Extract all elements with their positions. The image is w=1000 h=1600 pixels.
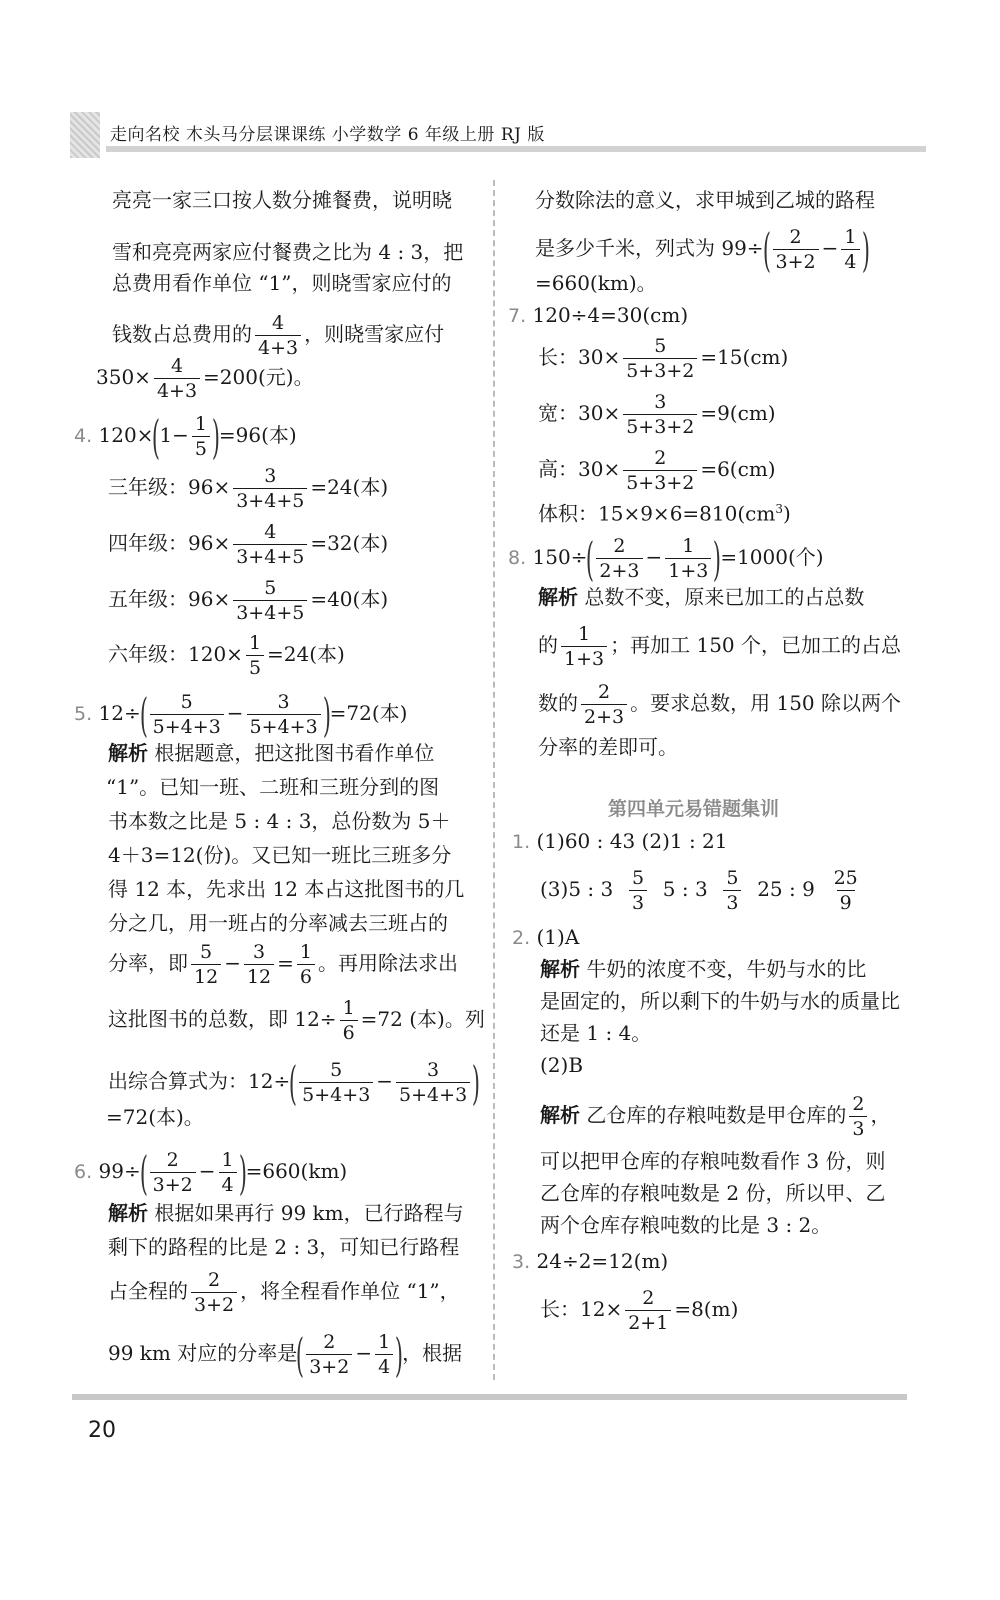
text: =9(cm) bbox=[700, 401, 776, 425]
fraction bbox=[306, 1330, 352, 1379]
text: =15(cm) bbox=[700, 345, 789, 369]
fraction bbox=[849, 1092, 867, 1141]
text: 根据如果再行 99 km，已行路程与 bbox=[154, 1201, 464, 1225]
denominator: 5+3+2 bbox=[623, 470, 697, 495]
fraction bbox=[623, 446, 697, 495]
paren-open: ( bbox=[586, 531, 595, 586]
text-line: =72(本)。 bbox=[106, 1105, 204, 1129]
question-number: 2. bbox=[512, 927, 531, 949]
text-line bbox=[108, 464, 388, 513]
denominator: 4+3 bbox=[154, 378, 200, 403]
text: 24÷2=12(m) bbox=[536, 1249, 669, 1273]
text: =72(本) bbox=[329, 701, 408, 725]
denominator: 2+3 bbox=[596, 558, 642, 583]
text-line bbox=[108, 631, 345, 680]
text: 六年级：120× bbox=[108, 642, 243, 666]
denominator: 5+4+3 bbox=[299, 1082, 373, 1107]
denominator: 3+2 bbox=[191, 1292, 237, 1317]
text: =40(本) bbox=[310, 587, 389, 611]
text: 这批图书的总数，即 12÷ bbox=[108, 1007, 337, 1031]
numerator: 2 bbox=[208, 1269, 221, 1291]
numerator: 3 bbox=[277, 691, 290, 713]
text: = bbox=[277, 951, 294, 975]
text: − bbox=[226, 701, 244, 725]
text-line: 是固定的，所以剩下的牛奶与水的质量比 bbox=[540, 989, 900, 1013]
text: =200(元)。 bbox=[203, 365, 314, 389]
paren-close: ) bbox=[861, 222, 870, 277]
denominator: 3+4+5 bbox=[233, 488, 307, 513]
fraction bbox=[233, 520, 307, 569]
text: =6(cm) bbox=[700, 457, 776, 481]
denominator: 5 bbox=[192, 436, 210, 461]
text-line bbox=[108, 1198, 464, 1228]
fraction bbox=[233, 576, 307, 625]
numerator: 5 bbox=[631, 867, 645, 889]
denominator: 4 bbox=[219, 1172, 237, 1197]
text: (3)5 : 3 bbox=[540, 877, 614, 901]
text: 长：12× bbox=[540, 1297, 623, 1321]
text-line bbox=[535, 222, 870, 277]
numerator: 2 bbox=[166, 1149, 179, 1171]
text: 乙仓库的存粮吨数是甲仓库的 bbox=[586, 1103, 847, 1127]
question-5 bbox=[74, 687, 408, 742]
text: ；再加工 150 个，已加工的占总 bbox=[610, 633, 901, 657]
text-line: 分之几，用一班占的分率减去三班占的 bbox=[108, 911, 448, 935]
fraction bbox=[665, 534, 711, 583]
numerator: 3 bbox=[253, 941, 266, 963]
denominator: 2+3 bbox=[581, 704, 627, 729]
text: − bbox=[224, 951, 241, 975]
paren-open: ( bbox=[289, 1055, 298, 1110]
fraction bbox=[773, 225, 819, 274]
denominator: 12 bbox=[191, 964, 221, 989]
text-line bbox=[112, 311, 444, 360]
text: 五年级：96× bbox=[108, 587, 231, 611]
numerator: 1 bbox=[578, 623, 591, 645]
numerator: 1 bbox=[299, 941, 312, 963]
text: 根据题意，把这批图书看作单位 bbox=[154, 741, 435, 765]
numerator: 3 bbox=[427, 1059, 440, 1081]
text: 120÷4=30(cm) bbox=[532, 303, 689, 327]
text: =8(m) bbox=[674, 1297, 739, 1321]
section-question-3 bbox=[512, 1246, 668, 1277]
section-question-2 bbox=[512, 922, 579, 953]
fraction bbox=[247, 690, 321, 739]
text: 12÷ bbox=[98, 701, 141, 725]
numerator: 2 bbox=[654, 447, 667, 469]
numerator: 2 bbox=[852, 1093, 865, 1115]
denominator: 5+4+3 bbox=[247, 714, 321, 739]
denominator: 3+2 bbox=[150, 1172, 196, 1197]
text-line bbox=[540, 1286, 738, 1335]
numerator: 3 bbox=[654, 391, 667, 413]
numerator: 2 bbox=[789, 226, 802, 248]
text: 是多少千米，列式为 99÷ bbox=[535, 236, 764, 260]
text: 总数不变，原来已加工的占总数 bbox=[584, 585, 865, 609]
numerator: 5 bbox=[726, 867, 739, 889]
numerator: 1 bbox=[221, 1149, 234, 1171]
text: − bbox=[355, 1341, 373, 1365]
text-line: 亮亮一家三口按人数分摊餐费，说明晓 bbox=[112, 188, 452, 212]
denominator: 6 bbox=[340, 1020, 358, 1045]
numerator: 4 bbox=[264, 521, 277, 543]
text: ，则晓雪家应付 bbox=[304, 322, 445, 346]
text: =1000(个) bbox=[720, 545, 824, 569]
denominator: 5+3+2 bbox=[623, 358, 697, 383]
section-title: 第四单元易错题集训 bbox=[608, 798, 780, 820]
denominator: 3 bbox=[629, 890, 647, 915]
text: 99 km 对应的分率是 bbox=[108, 1341, 298, 1365]
numerator: 4 bbox=[272, 312, 285, 334]
paren-close: ) bbox=[211, 409, 220, 464]
paren-open: ( bbox=[296, 1327, 305, 1382]
analysis-label: 解析 bbox=[540, 1103, 580, 1127]
denominator: 4+3 bbox=[255, 335, 301, 360]
denominator: 1+3 bbox=[665, 558, 711, 583]
question-number: 1. bbox=[512, 831, 531, 853]
fraction bbox=[723, 866, 741, 915]
question-6 bbox=[74, 1145, 348, 1200]
text: =32(本) bbox=[310, 531, 389, 555]
question-number: 6. bbox=[74, 1161, 93, 1183]
fraction bbox=[244, 940, 274, 989]
denominator: 5+4+3 bbox=[150, 714, 224, 739]
text: 数的 bbox=[538, 691, 578, 715]
text-line bbox=[538, 446, 776, 495]
text-line bbox=[108, 996, 485, 1045]
text: 高：30× bbox=[538, 457, 621, 481]
question-number: 5. bbox=[74, 703, 93, 725]
analysis-label: 解析 bbox=[538, 585, 578, 609]
fraction bbox=[396, 1058, 470, 1107]
fraction bbox=[154, 354, 200, 403]
text: 宽：30× bbox=[538, 401, 621, 425]
numerator: 5 bbox=[200, 941, 213, 963]
denominator: 3 bbox=[849, 1116, 867, 1141]
paren-open: ( bbox=[762, 222, 771, 277]
text: =24(本) bbox=[267, 642, 345, 666]
denominator: 3+4+5 bbox=[233, 544, 307, 569]
fraction bbox=[299, 1058, 373, 1107]
question-number: 8. bbox=[508, 547, 527, 569]
denominator: 5 bbox=[246, 655, 264, 680]
text: 三年级：96× bbox=[108, 475, 231, 499]
text: 1− bbox=[159, 423, 189, 447]
denominator: 3+2 bbox=[773, 249, 819, 274]
fraction bbox=[219, 1148, 237, 1197]
numerator: 1 bbox=[342, 997, 355, 1019]
numerator: 2 bbox=[613, 535, 626, 557]
paren-close: ) bbox=[395, 1327, 404, 1382]
numerator: 1 bbox=[682, 535, 695, 557]
text-line: 分率的差即可。 bbox=[538, 735, 678, 759]
fraction bbox=[233, 464, 307, 513]
text-line: 书本数之比是 5 : 4 : 3，总份数为 5＋ bbox=[108, 809, 451, 833]
numerator: 5 bbox=[180, 691, 193, 713]
text-line: 可以把甲仓库的存粮吨数看作 3 份，则 bbox=[540, 1149, 886, 1173]
text: 99÷ bbox=[98, 1159, 141, 1183]
text: 占全程的 bbox=[108, 1279, 188, 1303]
section-question-1 bbox=[512, 826, 728, 857]
text-line bbox=[108, 738, 434, 768]
text-line: 乙仓库的存粮吨数是 2 份，所以甲、乙 bbox=[540, 1181, 886, 1205]
text: 牛奶的浓度不变，牛奶与水的比 bbox=[586, 957, 867, 981]
text: 25 : 9 bbox=[757, 877, 815, 901]
text-line bbox=[108, 1327, 463, 1382]
fraction bbox=[150, 690, 224, 739]
numerator: 5 bbox=[330, 1059, 343, 1081]
fraction bbox=[581, 680, 627, 729]
text-line bbox=[538, 680, 901, 729]
text-line bbox=[108, 1055, 481, 1110]
paren-open: ( bbox=[152, 409, 161, 464]
text-line bbox=[108, 940, 458, 989]
text-line bbox=[538, 390, 776, 439]
paren-close: ) bbox=[322, 687, 331, 742]
fraction bbox=[191, 940, 221, 989]
numerator: 5 bbox=[654, 335, 667, 357]
fraction bbox=[623, 334, 697, 383]
fraction bbox=[629, 866, 647, 915]
text-line: (2)B bbox=[540, 1053, 584, 1077]
text-line bbox=[538, 622, 901, 671]
fraction bbox=[625, 1286, 671, 1335]
text: 体积：15×9×6=810(cm bbox=[538, 501, 776, 526]
numerator: 5 bbox=[264, 577, 277, 599]
text: =72 (本)。列 bbox=[360, 1007, 485, 1031]
fraction bbox=[561, 622, 607, 671]
paren-open: ( bbox=[139, 687, 148, 742]
text: (1)60 : 43 (2)1 : 21 bbox=[536, 829, 728, 853]
denominator: 12 bbox=[244, 964, 274, 989]
fraction bbox=[831, 866, 861, 915]
text: 四年级：96× bbox=[108, 531, 231, 555]
text-line bbox=[538, 582, 864, 612]
denominator: 4 bbox=[841, 249, 859, 274]
numerator: 2 bbox=[642, 1287, 655, 1309]
text: =660(km) bbox=[245, 1159, 348, 1183]
header-decoration bbox=[70, 112, 100, 158]
text: ) bbox=[782, 501, 791, 526]
text: 。再用除法求出 bbox=[318, 951, 458, 975]
text: 。要求总数，用 150 除以两个 bbox=[630, 691, 901, 715]
text: − bbox=[821, 236, 839, 260]
denominator: 2+1 bbox=[625, 1310, 671, 1335]
denominator: 1+3 bbox=[561, 646, 607, 671]
text-line: 雪和亮亮两家应付餐费之比为 4 : 3，把 bbox=[112, 240, 464, 264]
text: 分率，即 bbox=[108, 951, 188, 975]
denominator: 3+2 bbox=[306, 1354, 352, 1379]
text: 长：30× bbox=[538, 345, 621, 369]
numerator: 2 bbox=[598, 681, 611, 703]
page-header bbox=[70, 112, 925, 158]
denominator: 4 bbox=[375, 1354, 393, 1379]
question-number: 3. bbox=[512, 1251, 531, 1273]
numerator: 1 bbox=[194, 413, 207, 435]
analysis-label: 解析 bbox=[540, 957, 580, 981]
numerator: 25 bbox=[833, 867, 858, 889]
denominator: 5+4+3 bbox=[396, 1082, 470, 1107]
denominator: 3+4+5 bbox=[233, 600, 307, 625]
paren-open: ( bbox=[139, 1145, 148, 1200]
text: ，根据 bbox=[402, 1341, 463, 1365]
numerator: 3 bbox=[264, 465, 277, 487]
denominator: 5+3+2 bbox=[623, 414, 697, 439]
fraction bbox=[191, 1268, 237, 1317]
text-line: 总费用看作单位 “1”，则晓雪家应付的 bbox=[112, 271, 452, 295]
fraction bbox=[596, 534, 642, 583]
fraction bbox=[841, 225, 859, 274]
text: (1)A bbox=[536, 925, 580, 949]
text: 150÷ bbox=[532, 545, 588, 569]
text: =96(本) bbox=[218, 423, 297, 447]
denominator: 9 bbox=[837, 890, 855, 915]
text-line bbox=[538, 494, 791, 529]
fraction bbox=[192, 412, 210, 461]
question-number: 7. bbox=[508, 305, 527, 327]
text: − bbox=[376, 1069, 394, 1093]
text-line: 剩下的路程的比是 2 : 3，可知已行路程 bbox=[108, 1235, 460, 1259]
analysis-label: 解析 bbox=[108, 1201, 148, 1225]
fraction bbox=[297, 940, 315, 989]
text: ，将全程看作单位 “1”， bbox=[240, 1279, 460, 1303]
fraction bbox=[150, 1148, 196, 1197]
numerator: 4 bbox=[170, 355, 184, 377]
superscript: 3 bbox=[775, 502, 783, 516]
denominator: 6 bbox=[297, 964, 315, 989]
text-line: 还是 1 : 4。 bbox=[540, 1021, 652, 1045]
fraction bbox=[340, 996, 358, 1045]
text: − bbox=[645, 545, 663, 569]
text-line bbox=[108, 576, 388, 625]
text-line: 得 12 本，先求出 12 本占这批图书的几 bbox=[108, 877, 465, 901]
fraction bbox=[255, 311, 301, 360]
header-rule bbox=[106, 146, 926, 152]
column-divider bbox=[493, 180, 495, 1380]
paren-close: ) bbox=[238, 1145, 247, 1200]
page-number: 20 bbox=[88, 1418, 116, 1443]
text: 120× bbox=[98, 423, 154, 447]
question-7 bbox=[508, 300, 688, 331]
numerator: 1 bbox=[378, 1331, 391, 1353]
text: =24(本) bbox=[310, 475, 389, 499]
text: 出综合算式为：12÷ bbox=[108, 1069, 291, 1093]
text: ， bbox=[870, 1103, 891, 1127]
text: 钱数占总费用的 bbox=[112, 322, 252, 346]
text: 的 bbox=[538, 633, 558, 657]
paren-close: ) bbox=[472, 1055, 481, 1110]
question-number: 4. bbox=[74, 425, 93, 447]
fraction bbox=[375, 1330, 393, 1379]
text-line: “1”。已知一班、二班和三班分到的图 bbox=[106, 775, 440, 799]
numerator: 1 bbox=[248, 632, 262, 654]
text-line bbox=[108, 1268, 460, 1317]
text: 350× bbox=[96, 365, 151, 389]
text: − bbox=[198, 1159, 216, 1183]
text-line: 分数除法的意义，求甲城到乙城的路程 bbox=[535, 188, 875, 212]
numerator: 1 bbox=[844, 226, 857, 248]
text-line bbox=[540, 954, 866, 984]
denominator: 3 bbox=[723, 890, 741, 915]
footer-rule bbox=[72, 1394, 907, 1400]
text-line bbox=[540, 866, 864, 915]
analysis-label: 解析 bbox=[108, 741, 148, 765]
paren-close: ) bbox=[713, 531, 722, 586]
text-line bbox=[538, 334, 788, 383]
text-line: =660(km)。 bbox=[535, 271, 657, 295]
text-line bbox=[108, 520, 388, 569]
fraction bbox=[246, 631, 264, 680]
text: 5 : 3 bbox=[662, 877, 708, 901]
question-4 bbox=[74, 409, 297, 464]
header-title: 走向名校 木头马分层课课练 小学数学 6 年级上册 RJ 版 bbox=[110, 125, 545, 145]
text-line bbox=[96, 354, 314, 403]
text-line bbox=[540, 1092, 890, 1141]
numerator: 2 bbox=[323, 1331, 336, 1353]
question-8 bbox=[508, 531, 824, 586]
text-line: 两个仓库存粮吨数的比是 3 : 2。 bbox=[540, 1213, 832, 1237]
text-line: 4＋3=12(份)。又已知一班比三班多分 bbox=[108, 843, 452, 867]
fraction bbox=[623, 390, 697, 439]
